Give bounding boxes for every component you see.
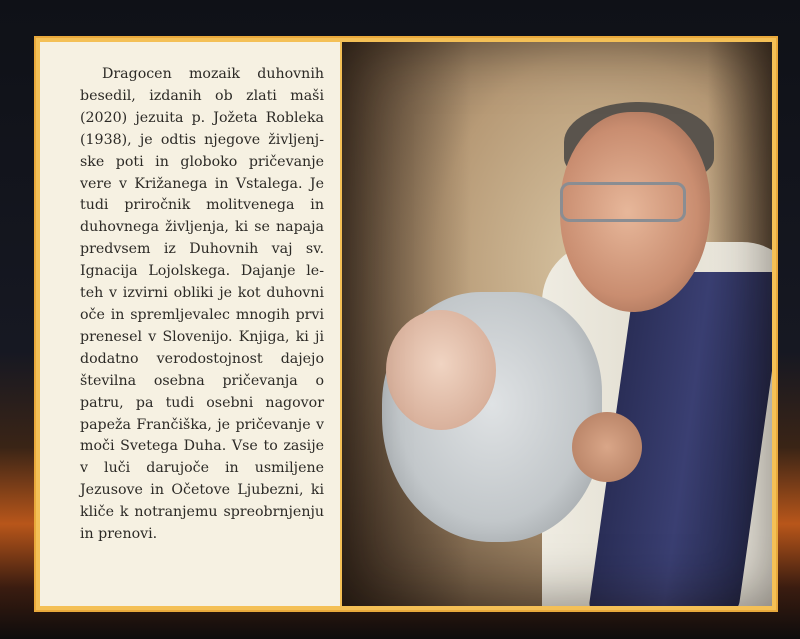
blurb-text: Dragocen mozaik duhovnih besedil, izdanih ob zlati maši (2020) jezuita p. Jožeta Robleka (1938), je odtis njegove življenjske poti in globoko pričevanje vere v Križanega in Vstalega. Je tudi priročnik molitvenega in duhovnega življenja, ki se napaja predvsem iz Duhovnih vaj sv. Ignacija Lojolskega. Dajanje le-teh v izvirni obliki je kot duhovni oče in spremljevalec mnogih prvi prenesel v Slovenijo. Knjiga, ki ji dodatno verodostojnost dajejo številna osebna pričevanja o patru, pa tudi osebni nagovor papeža Frančiška, je pričevanje v moči Svetega Duha. Vse to zasije v luči darujoče in usmiljene Jezusove in Očetove Ljubezni, ki kliče k notranjemu spreobrnjenju in prenovi. <box>80 66 324 543</box>
blurb-page <box>40 42 340 606</box>
photo-vignette <box>342 42 772 606</box>
cover-photo <box>342 42 772 606</box>
